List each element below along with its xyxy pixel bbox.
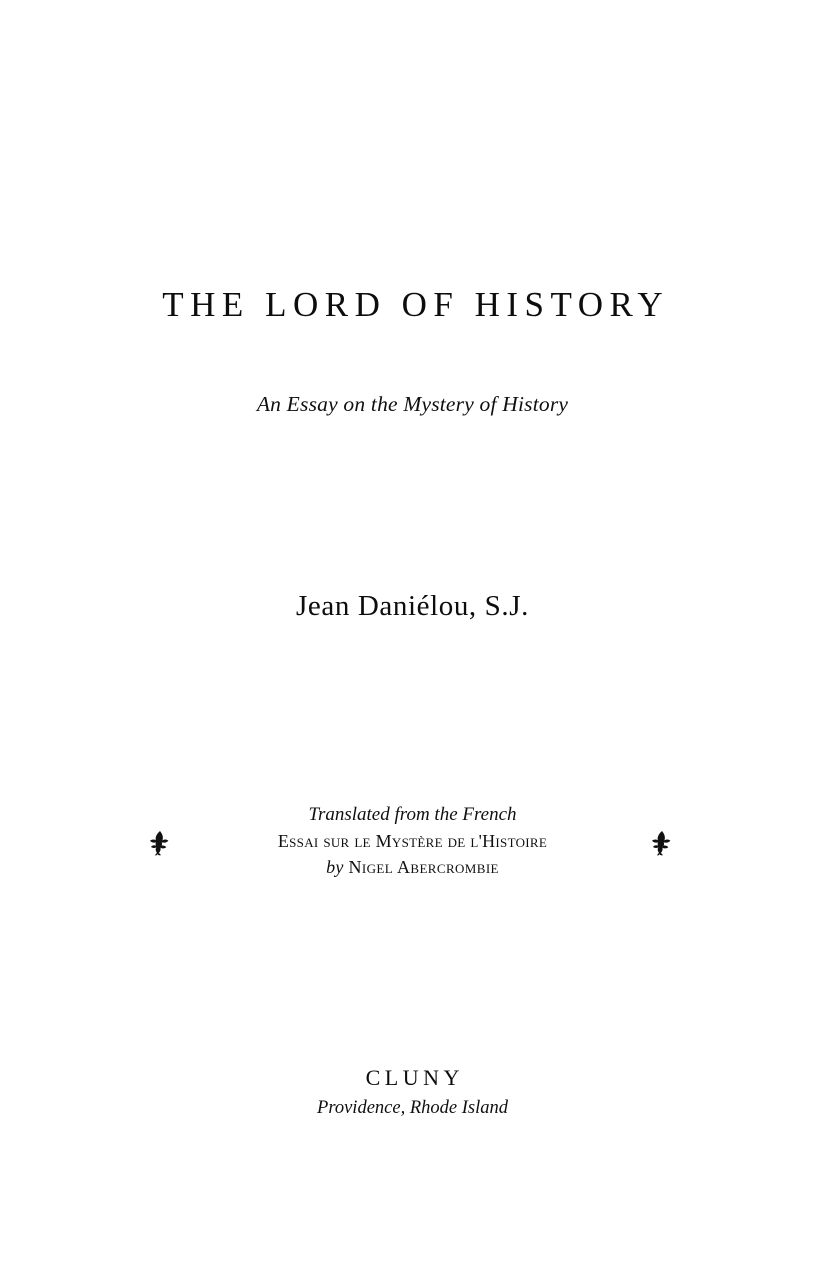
publisher-container [0,1065,825,1119]
translation-credit [0,802,825,880]
translated-from-label: Translated from the French [308,804,517,825]
original-title: Essai sur le Mystère de l'Histoire [277,830,548,851]
by-label: by [326,856,349,877]
translator-name: Nigel Abercrombie [348,856,499,877]
page-subtitle: An Essay on the Mystery of History [256,392,569,416]
translator-line [0,855,825,881]
title-container [0,286,825,325]
page-title: THE LORD OF HISTORY [162,285,670,324]
publisher-city: Providence, Rhode Island [317,1098,508,1118]
subtitle-container [0,392,825,417]
publisher-name: CLUNY [365,1065,464,1090]
author-container [0,590,825,623]
author-name: Jean Daniélou, S.J. [296,590,529,622]
